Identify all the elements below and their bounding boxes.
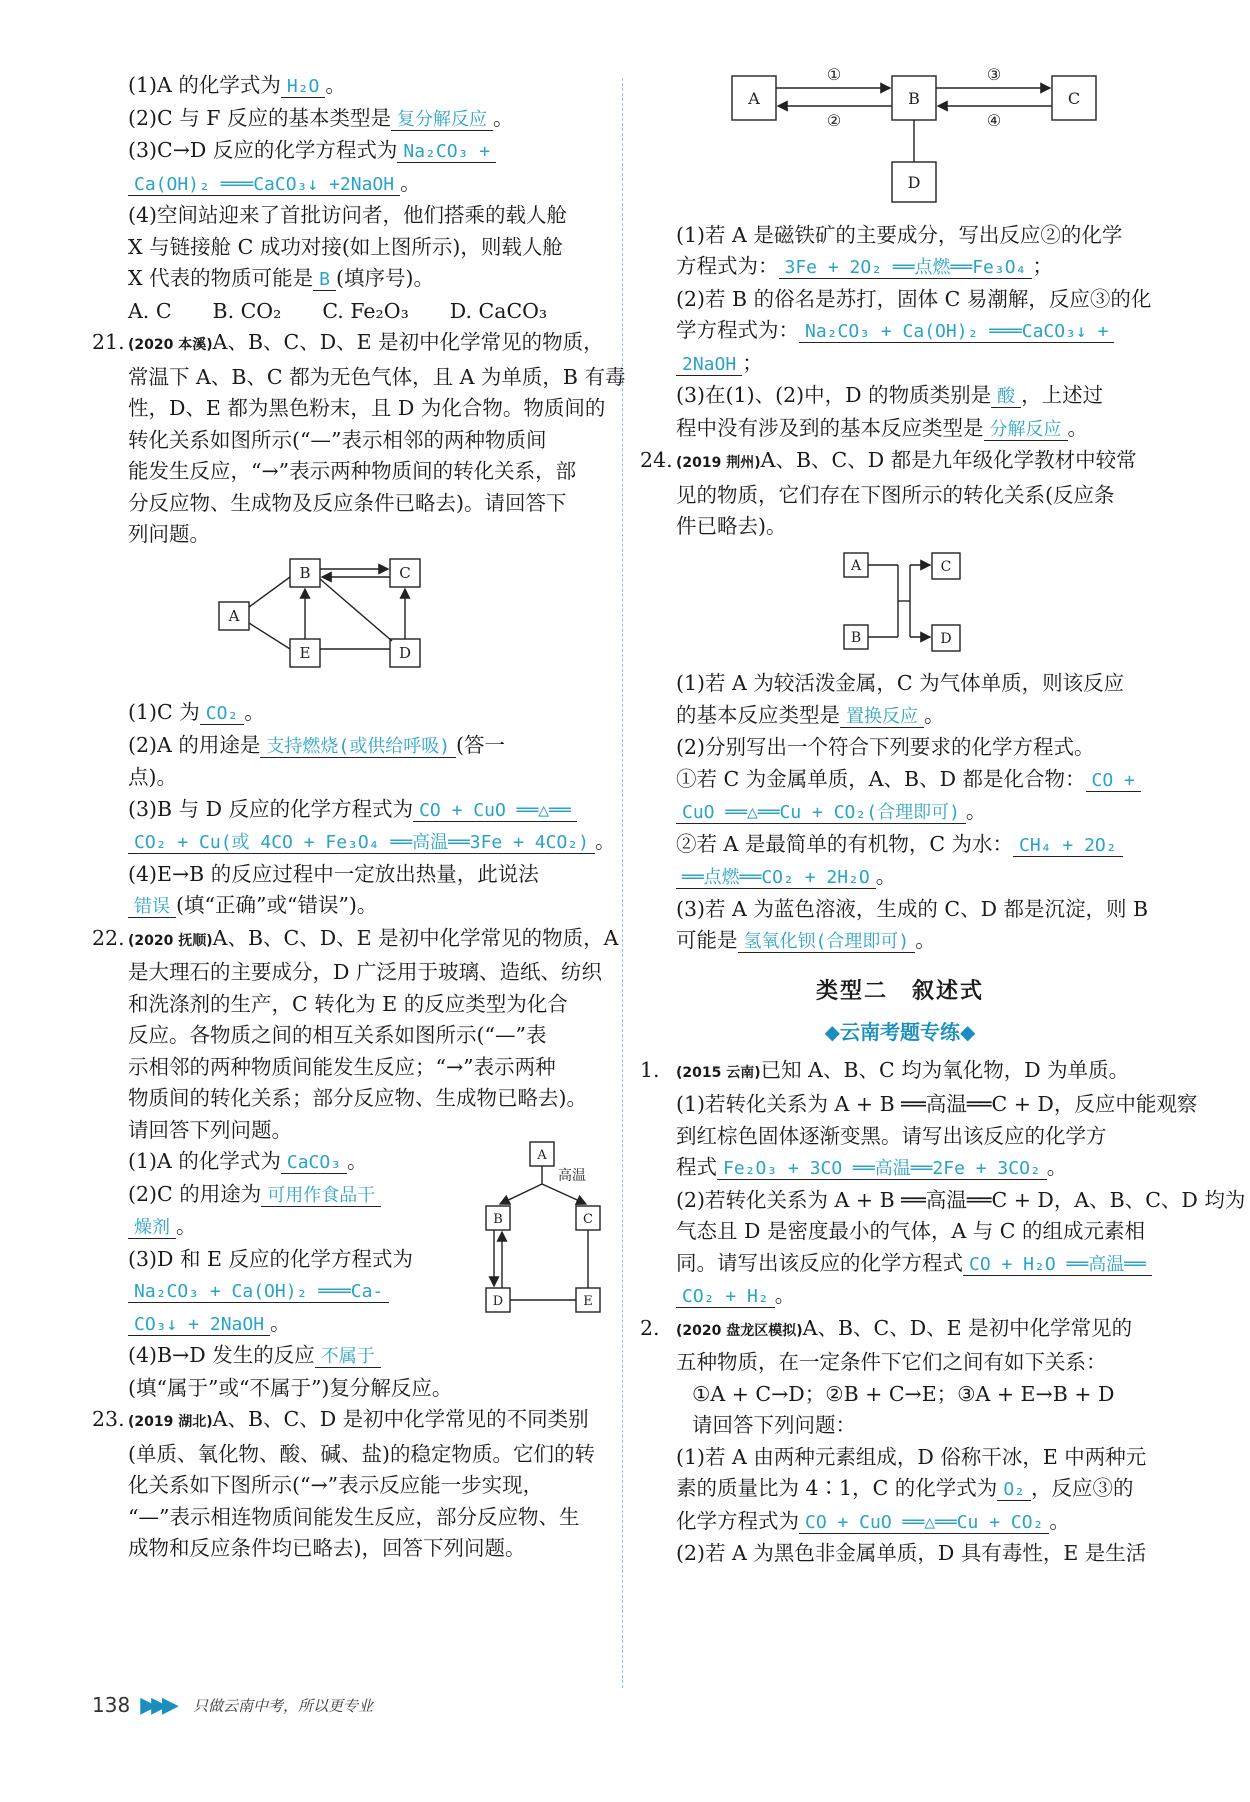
label-b: B bbox=[299, 563, 311, 582]
q23-stem: 23. (2019 湖北)A、B、C、D 是初中化学常见的不同类别 bbox=[92, 1407, 589, 1431]
q22-parts bbox=[92, 1146, 612, 1404]
q23-part2: (2)若 B 的俗名是苏打，固体 C 易潮解，反应③的化 bbox=[676, 286, 1152, 311]
q24-part2b-cont: ══点燃══CO₂ + 2H₂O 。 bbox=[640, 861, 1160, 894]
q22-part4-l2: (填“属于”或“不属于”)复分解反应。 bbox=[128, 1375, 453, 1400]
svg-text:B: B bbox=[850, 629, 862, 646]
left-column bbox=[92, 70, 626, 1565]
y1-part2-cont: CO₂ + H₂ 。 bbox=[640, 1280, 1160, 1313]
svg-text:C: C bbox=[1067, 89, 1081, 108]
answer: CO₂ + H₂ bbox=[676, 1286, 775, 1308]
answer: 分解反应 bbox=[984, 419, 1068, 441]
answer: CO + CuO ══△══Cu + CO₂ bbox=[799, 1512, 1049, 1534]
q20-part4-l3: X 代表的物质可能是 B (填序号)。 bbox=[128, 266, 434, 290]
svg-text:D: D bbox=[492, 1294, 504, 1309]
q22-part2: (2)C 的用途为 可用作食品干 bbox=[92, 1179, 612, 1212]
y2-part1-l3: 化学方程式为 CO + CuO ══△══Cu + CO₂ 。 bbox=[676, 1508, 1070, 1533]
answer: 支持燃烧(或供给呼吸) bbox=[260, 736, 456, 758]
q21-stem-line: 性，D、E 都为黑色粉末，且 D 为化合物。物质间的 bbox=[128, 396, 606, 420]
q21-diagram bbox=[92, 557, 612, 692]
answer: 2NaOH bbox=[676, 354, 742, 376]
q22-stem-line: 物质间的转化关系；部分反应物、生成物已略去)。 bbox=[128, 1086, 587, 1110]
answer: CO₃↓ + 2NaOH bbox=[128, 1314, 270, 1336]
answer: CaCO₃ bbox=[281, 1152, 347, 1174]
svg-text:高温: 高温 bbox=[558, 1168, 586, 1184]
answer: O₂ bbox=[997, 1479, 1031, 1501]
q23-stem-line: “—”表示相连物质间能发生反应，部分反应物、生 bbox=[128, 1504, 580, 1529]
answer: Ca(OH)₂ ═══CaCO₃↓ +2NaOH bbox=[128, 174, 400, 196]
svg-text:C: C bbox=[940, 558, 952, 575]
y1-part1: (1)若转化关系为 A + B ══高温══C + D，反应中能观察 bbox=[676, 1092, 1198, 1116]
page-number: 138 bbox=[92, 1693, 131, 1717]
q20-options: A. C B. CO₂ C. Fe₂O₃ D. CaCO₃ bbox=[128, 298, 548, 323]
q22-part4: (4)B→D 发生的反应 不属于 bbox=[92, 1340, 612, 1373]
q23-stem-line: (单质、氧化物、酸、碱、盐)的稳定物质。它们的转 bbox=[128, 1441, 595, 1466]
answer: CO₂ bbox=[200, 703, 245, 725]
svg-text:D: D bbox=[940, 630, 952, 647]
svg-text:①: ① bbox=[826, 65, 842, 84]
answer: CH₄ + 2O₂ bbox=[1013, 835, 1123, 857]
answer: CO₂ + Cu(或 4CO + Fe₃O₄ ══高温══3Fe + 4CO₂) bbox=[128, 832, 595, 854]
q20-part4-l2: X 与链接舱 C 成功对接(如上图所示)，则载人舱 bbox=[128, 234, 563, 259]
q24-part2: (2)分别写出一个符合下列要求的化学方程式。 bbox=[676, 735, 1095, 759]
y2-part1-l2: 素的质量比为 4∶1，C 的化学式为 O₂ ，反应③的 bbox=[676, 1476, 1134, 1500]
label-e: E bbox=[299, 643, 311, 662]
answer: Fe₂O₃ + 3CO ══高温══2Fe + 3CO₂ bbox=[717, 1158, 1047, 1180]
answer: CuO ══△══Cu + CO₂(合理即可) bbox=[676, 802, 966, 824]
answer: CO + bbox=[1086, 770, 1141, 792]
y2-stem-l2: 五种物质，在一定条件下它们之间有如下关系： bbox=[676, 1350, 1107, 1374]
y2-stem: 2. (2020 盘龙区模拟)A、B、C、D、E 是初中化学常见的 bbox=[640, 1315, 1133, 1340]
q21-part3-cont: CO₂ + Cu(或 4CO + Fe₃O₄ ══高温══3Fe + 4CO₂) 。 bbox=[92, 826, 612, 859]
q22-part3: (3)D 和 E 反应的化学方程式为 bbox=[128, 1246, 413, 1271]
q23-part3: (3)在(1)、(2)中，D 的物质类别是 酸 ，上述过 bbox=[676, 383, 1104, 407]
section-title: 类型二 叙述式 bbox=[815, 978, 984, 1004]
q22-stem-line: 是大理石的主要成分，D 广泛用于玻璃、造纸、纺织 bbox=[128, 960, 602, 984]
answer: H₂O bbox=[281, 76, 326, 98]
answer: 酸 bbox=[991, 386, 1021, 408]
q23-part2-l2: 学方程式为： Na₂CO₃ + Ca(OH)₂ ═══CaCO₃↓ + bbox=[640, 315, 1160, 348]
q20-part3-cont: Ca(OH)₂ ═══CaCO₃↓ +2NaOH 。 bbox=[92, 168, 612, 201]
answer: 可用作食品干 bbox=[261, 1185, 381, 1207]
answer: Na₂CO₃ + Ca(OH)₂ ═══Ca- bbox=[128, 1281, 389, 1303]
q24-part2a-cont: CuO ══△══Cu + CO₂(合理即可) 。 bbox=[640, 796, 1160, 829]
answer: 错误 bbox=[128, 896, 176, 918]
q21-stem-line: 常温下 A、B、C 都为无色气体，且 A 为单质，B 有毒 bbox=[128, 364, 626, 389]
q22-diagram bbox=[472, 1140, 612, 1330]
q24-stem-line: 见的物质，它们存在下图所示的转化关系(反应条 bbox=[676, 482, 1115, 507]
q21-stem-line: 分反应物、生成物及反应条件已略去)。请回答下 bbox=[128, 490, 567, 515]
arrow-icon: ▶▶▶ bbox=[140, 1692, 173, 1718]
svg-text:E: E bbox=[583, 1294, 593, 1309]
svg-text:A: A bbox=[850, 557, 862, 574]
answer: 复分解反应 bbox=[391, 109, 493, 131]
q23-part3-l2: 程中没有涉及到的基本反应类型是 分解反应 。 bbox=[676, 415, 1088, 440]
q24-stem: 24. (2019 荆州)A、B、C、D 都是九年级化学教材中较常 bbox=[640, 448, 1137, 472]
answer: 燥剂 bbox=[128, 1217, 176, 1239]
q24-part2a: ①若 C 为金属单质，A、B、D 都是化合物： CO + bbox=[640, 764, 1160, 797]
y1-part1-l2: 到红棕色固体逐渐变黑。请写出该反应的化学方 bbox=[676, 1123, 1107, 1148]
q23-stem-line: 成物和反应条件均已略去)，回答下列问题。 bbox=[128, 1536, 526, 1560]
answer: 置换反应 bbox=[840, 706, 924, 728]
q24-part2b: ②若 A 是最简单的有机物，C 为水： CH₄ + 2O₂ bbox=[640, 829, 1160, 862]
y2-part1: (1)若 A 由两种元素组成，D 俗称干冰，E 中两种元 bbox=[676, 1444, 1147, 1469]
q21-part1: (1)C 为 CO₂ 。 bbox=[128, 700, 265, 724]
y2-relations: ①A + C→D；②B + C→E；③A + E→B + D bbox=[692, 1381, 1115, 1406]
q21-stem: 21. (2020 本溪)A、B、C、D、E 是初中化学常见的物质， bbox=[92, 330, 604, 354]
q23-part1-l2: 方程式为： 3Fe + 2O₂ ══点燃══Fe₃O₄ ； bbox=[676, 254, 1053, 278]
q21-stem-line: 列问题。 bbox=[128, 522, 210, 546]
q21-stem-line: 转化关系如图所示(“—”表示相邻的两种物质间 bbox=[128, 427, 547, 452]
q23-diagram bbox=[640, 64, 1160, 214]
q23-part1: (1)若 A 是磁铁矿的主要成分，写出反应②的化学 bbox=[676, 222, 1123, 247]
slogan: 只做云南中考，所以更专业 bbox=[192, 1696, 373, 1715]
q20-part3: (3)C→D 反应的化学方程式为 Na₂CO₃ + bbox=[92, 135, 612, 168]
q23-stem-line: 化关系如下图所示(“→”表示反应能一步实现， bbox=[128, 1473, 544, 1497]
q22-stem: 22. (2020 抚顺)A、B、C、D、E 是初中化学常见的物质，A bbox=[92, 925, 619, 950]
q20-part2: (2)C 与 F 反应的基本类型是 复分解反应 。 bbox=[128, 105, 514, 130]
svg-text:C: C bbox=[583, 1212, 593, 1227]
answer: Na₂CO₃ + bbox=[397, 141, 496, 163]
q22-part3-cont: CO₃↓ + 2NaOH 。 bbox=[92, 1308, 612, 1341]
q22-stem-line: 和洗涤剂的生产，C 转化为 E 的反应类型为化合 bbox=[128, 991, 568, 1016]
y1-part1-l3: 程式 Fe₂O₃ + 3CO ══高温══2Fe + 3CO₂ 。 bbox=[676, 1155, 1068, 1179]
answer: 3Fe + 2O₂ ══点燃══Fe₃O₄ bbox=[779, 257, 1033, 279]
q21-part4: (4)E→B 的反应过程中一定放出热量，此说法 bbox=[128, 861, 539, 886]
svg-text:②: ② bbox=[826, 111, 842, 130]
label-a: A bbox=[228, 606, 240, 625]
q24-stem-line: 件已略去)。 bbox=[676, 514, 787, 538]
answer: B bbox=[313, 269, 336, 291]
q22-part1: (1)A 的化学式为 CaCO₃ 。 bbox=[128, 1149, 368, 1173]
y2-ask: 请回答下列问题： bbox=[692, 1413, 856, 1437]
q21-part3: (3)B 与 D 反应的化学方程式为 CO + CuO ══△══ bbox=[92, 794, 612, 827]
q23-part2-l3: 2NaOH ； bbox=[640, 348, 1160, 381]
label-d: D bbox=[398, 643, 412, 662]
column-divider bbox=[622, 78, 623, 1688]
y1-part2-l3: 同。请写出该反应的化学方程式 CO + H₂O ══高温══ bbox=[640, 1248, 1160, 1281]
y1-part2: (2)若转化关系为 A + B ══高温══C + D，A、B、C、D 均为 bbox=[676, 1187, 1246, 1212]
subsection-title: ◆云南考题专练◆ bbox=[824, 1020, 976, 1044]
q21-stem-line: 能发生反应，“→”表示两种物质间的转化关系，部 bbox=[128, 459, 577, 483]
answer: 不属于 bbox=[315, 1346, 381, 1368]
answer: 氢氧化钡(合理即可) bbox=[738, 931, 916, 953]
y2-part2: (2)若 A 为黑色非金属单质，D 具有毒性，E 是生活 bbox=[676, 1541, 1147, 1565]
q20-part4: (4)空间站迎来了首批访问者，他们搭乘的载人舱 bbox=[128, 203, 568, 227]
label-c: C bbox=[399, 563, 411, 582]
q22-stem-line: 请回答下列问题。 bbox=[128, 1117, 292, 1142]
q20-part1: (1)A 的化学式为 H₂O 。 bbox=[128, 73, 346, 97]
q22-part2-cont: 燥剂 。 bbox=[92, 1211, 612, 1244]
q21-part2-l2: 点)。 bbox=[128, 765, 177, 789]
right-column bbox=[640, 65, 1246, 1570]
q24-part3-l2: 可能是 氢氧化钡(合理即可) 。 bbox=[676, 928, 936, 952]
answer: CO + CuO ══△══ bbox=[413, 800, 577, 822]
answer: Na₂CO₃ + Ca(OH)₂ ═══CaCO₃↓ + bbox=[799, 321, 1114, 343]
page-footer bbox=[92, 1692, 373, 1718]
q21-part2: (2)A 的用途是 支持燃烧(或供给呼吸) (答一 bbox=[128, 732, 506, 757]
svg-text:B: B bbox=[493, 1212, 503, 1227]
y1-part2-l2: 气态且 D 是密度最小的气体，A 与 C 的组成元素相 bbox=[676, 1219, 1146, 1243]
svg-text:B: B bbox=[908, 89, 920, 108]
y1-stem: 1. (2015 云南)已知 A、B、C 均为氧化物，D 为单质。 bbox=[640, 1057, 1130, 1082]
q24-part1: (1)若 A 为较活泼金属，C 为气体单质，则该反应 bbox=[676, 671, 1125, 695]
answer: ══点燃══CO₂ + 2H₂O bbox=[676, 867, 876, 889]
svg-text:D: D bbox=[907, 173, 921, 192]
svg-text:③: ③ bbox=[986, 65, 1002, 84]
q22-stem-line: 反应。各物质之间的相互关系如图所示(“—”表 bbox=[128, 1023, 547, 1047]
q24-part3: (3)若 A 为蓝色溶液，生成的 C、D 都是沉淀，则 B bbox=[676, 896, 1149, 921]
svg-text:④: ④ bbox=[986, 111, 1002, 130]
svg-text:A: A bbox=[537, 1148, 547, 1163]
q24-part1-l2: 的基本反应类型是 置换反应 。 bbox=[676, 702, 945, 727]
svg-text:A: A bbox=[748, 89, 760, 108]
q22-stem-line: 示相邻的两种物质间能发生反应；“→”表示两种 bbox=[128, 1054, 556, 1079]
q24-diagram bbox=[640, 549, 1160, 663]
answer: CO + H₂O ══高温══ bbox=[963, 1254, 1152, 1276]
q21-part4-cont: 错误 (填“正确”或“错误”)。 bbox=[92, 890, 612, 923]
